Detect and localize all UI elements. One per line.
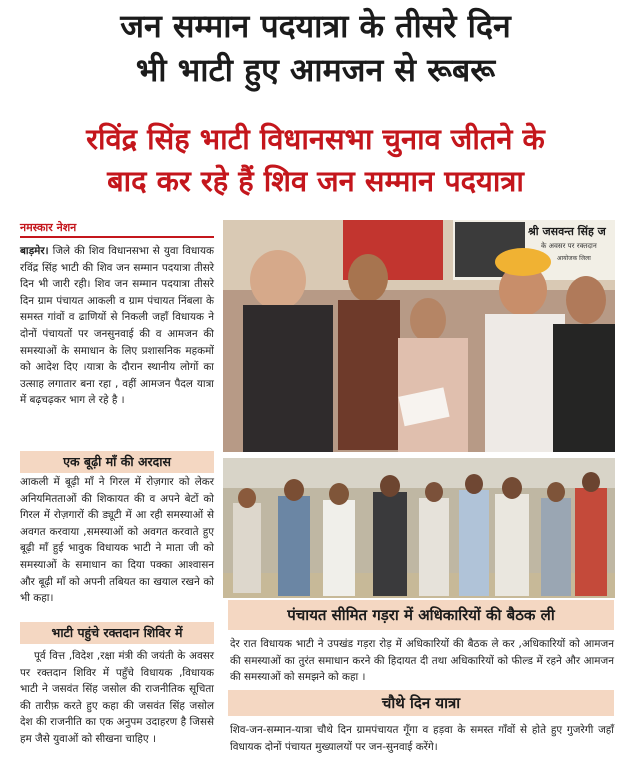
poster-subtitle: के अवसर पर रक्तदान [541,242,597,250]
story-paragraph-2: आकली में बूढ़ी माँ ने गिरल में रोज़गार को लेकर अनियमितताओं की शिकायत की व अपने बेटों को गिरल में रोज़गारों की ड्यूटी में आ रही समस्याओं से अवगत करवाया ,समस्याओं को अवगत करवाते हुए बूढ़ी माँ हुई भावुक विधायक भाटी ने माता जी को समस्याओं के समाधान का दिया पक्का आश्वासन और बूढ़ी माँ को अपनी तबियत का खयाल रखने को भी कहा। [20,476,214,605]
photo-padyatra-crowd-image [223,458,615,598]
byline: नमस्कार नेशन [20,221,77,234]
subheadline-line-2: बाद कर रहे हैं शिव जन सम्मान पदयात्रा [107,164,524,198]
banner-officials-meeting: पंचायत सीमित गड़रा में अधिकारियों की बैठक ली [228,600,614,630]
poster-organizer: आयोजक जिला [557,255,591,262]
headline-line-1: जन सम्मान पदयात्रा के तीसरे दिन [120,7,511,45]
byline-rule [20,236,214,238]
story-paragraph-1-text: जिले की शिव विधानसभा से युवा विधायक रविंद्र सिंह भाटी की शिव जन सम्मान पदयात्रा तीसरे दिन भी जारी रही। शिव जन सम्मान पदयात्रा तीसरे दिन ग्राम पंचायत आकली व ग्राम पंचायत निंबला के समस्त गांवों व ढाणियों से निकली जहाँ विधायक ने दोनों पंचायतों पर जनसुनवाई की व आमजन की समस्याओं के समाधान के लिए प्रशासनिक महकमों को आदेश दिए ।यात्रा के दौरान स्थानीय लोगों का उत्साह लगातार बना रहा , वहीं आमजन पैदल यात्रा में बढ़चढ़कर भाग ले रहे है । [20,245,214,407]
headline-line-2: भी भाटी हुए आमजन से रूबरू [135,51,496,89]
box-heading-old-mother: एक बूढ़ी माँ की अरदास [20,451,214,473]
headline [0,4,631,92]
story-paragraph-1 [20,243,214,409]
right-paragraph-2: शिव-जन-सम्मान-यात्रा चौथे दिन ग्रामपंचायत गूँगा व हड़वा के समस्त गाँवों से होते हुए गुजरेगी जहाँ विधायक दोनों पंचायत मुख्यालयों पर जन-सुनवाई करेंगे। [230,724,614,753]
poster-title: श्री जसवन्त सिंह ज [528,225,606,238]
banner-fourth-day: चौथे दिन यात्रा [228,690,614,716]
box-heading-blood-camp: भाटी पहुंचे रक्तदान शिविर में [20,622,214,644]
subheadline [0,118,631,202]
right-paragraph-1: देर रात विधायक भाटी ने उपखंड गड़रा रोड़ में अधिकारियों की बैठक ले कर ,अधिकारियों को आमजन की समस्याओं का तुरंत समाधान करने की हिदायत दी तथा अधिकारियों को फील्ड में रहने और आमजन की समस्याओं को समझने को कहा । [230,638,614,684]
story-paragraph-3: पूर्व वित्त ,विदेश ,रक्षा मंत्री की जयंती के अवसर पर रक्तदान शिविर में पहुँचे विधायक ,विधायक भाटी ने जसवंत सिंह जसोल की राजनीतिक सूचिता की तारीफ़ करते हुए कहा की जसवंत सिंह जसोल देश की राजनीति का एक अनुपम उदाहरण है जिससे हम जैसे युवाओं को सीखना चाहिए । [20,650,214,745]
subheadline-line-1: रविंद्र सिंह भाटी विधानसभा चुनाव जीतने के [86,122,545,156]
photo-padyatra-crowd [223,458,615,598]
dateline: बाड़मेर। [20,245,49,257]
photo-certificate-handover [223,220,615,452]
